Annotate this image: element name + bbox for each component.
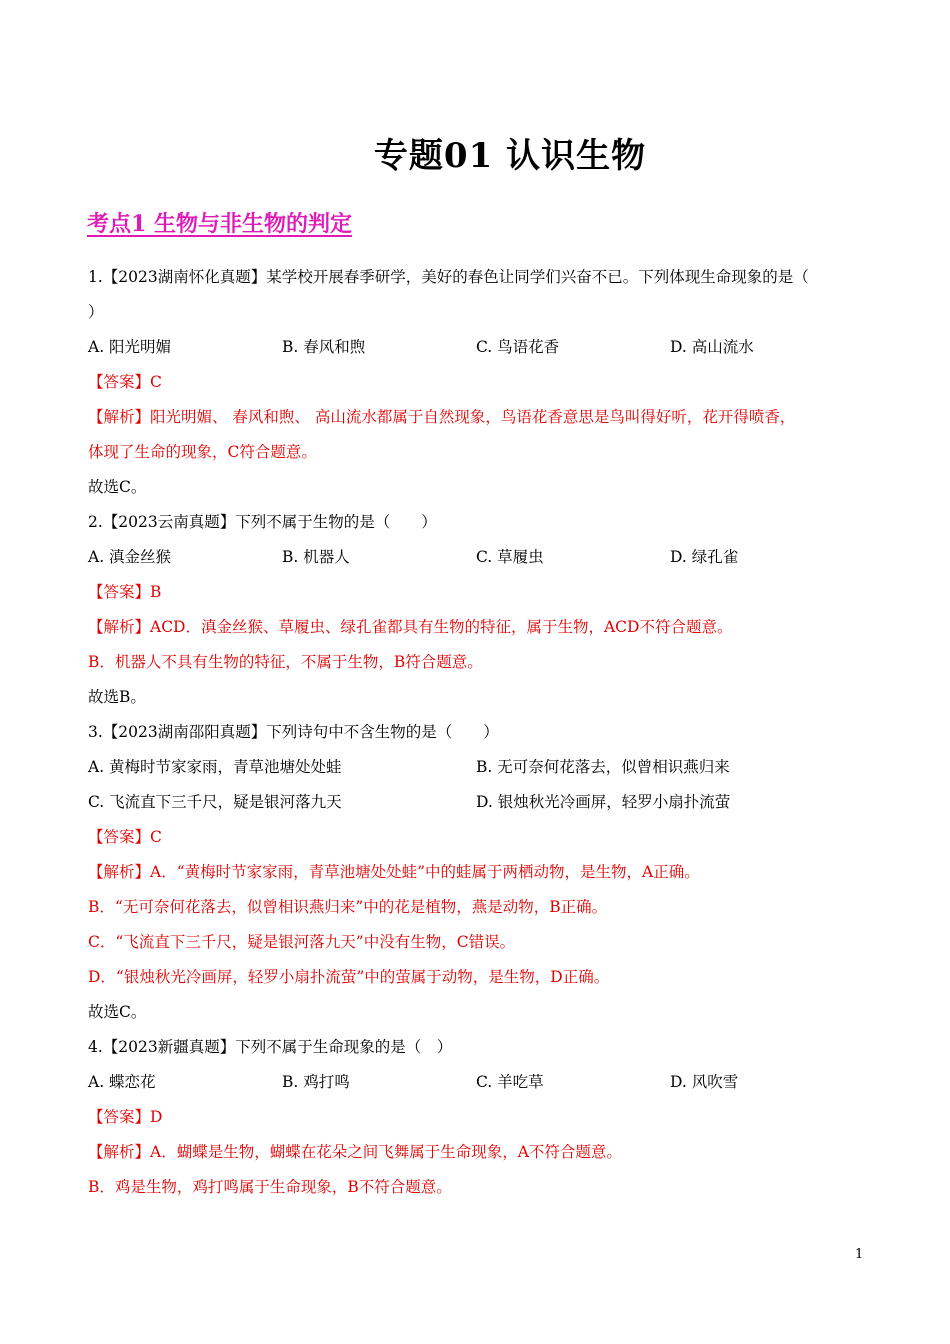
question-stem: 3.【2023湖南邵阳真题】下列诗句中不含生物的是（ ） [88, 723, 499, 741]
question-options [88, 785, 868, 820]
analysis-line: 【解析】阳光明媚、 春风和煦、 高山流水都属于自然现象，鸟语花香意思是鸟叫得好听，花开得喷香， [88, 408, 796, 426]
option-a: A. 阳光明媚 [88, 338, 172, 356]
page-number: 1 [855, 1247, 864, 1262]
analysis-line: 【解析】A．蝴蝶是生物，蝴蝶在花朵之间飞舞属于生命现象，A不符合题意。 [88, 1143, 622, 1161]
page-title: 专题01 认识生物 [373, 136, 647, 176]
question-options [88, 540, 868, 575]
option-c: C. 草履虫 [476, 548, 544, 566]
option-b: B. 无可奈何花落去，似曾相识燕归来 [476, 758, 730, 776]
answer: 【答案】C [88, 828, 162, 846]
option-d: D. 风吹雪 [670, 1073, 739, 1091]
conclusion: 故选C。 [88, 478, 147, 496]
option-d: D. 绿孔雀 [670, 548, 739, 566]
section-heading: 考点1 生物与非生物的判定 [87, 211, 352, 237]
option-b: B. 机器人 [282, 548, 350, 566]
option-c: C. 鸟语花香 [476, 338, 560, 356]
analysis-line: B．鸡是生物，鸡打鸣属于生命现象，B不符合题意。 [88, 1178, 452, 1196]
analysis-line: B．机器人不具有生物的特征，不属于生物，B符合题意。 [88, 653, 483, 671]
analysis-line: D．“银烛秋光冷画屏，轻罗小扇扑流萤”中的萤属于动物，是生物，D正确。 [88, 968, 610, 986]
question-stem: 2.【2023云南真题】下列不属于生物的是（ ） [88, 513, 437, 531]
answer: 【答案】B [88, 583, 162, 601]
conclusion: 故选C。 [88, 1003, 147, 1021]
option-d: D. 银烛秋光冷画屏，轻罗小扇扑流萤 [476, 793, 731, 811]
option-c: C. 羊吃草 [476, 1073, 544, 1091]
question-options [88, 330, 868, 365]
analysis-line: C．“飞流直下三千尺，疑是银河落九天”中没有生物，C错误。 [88, 933, 516, 951]
answer: 【答案】C [88, 373, 162, 391]
conclusion: 故选B。 [88, 688, 146, 706]
analysis-line: 【解析】A．“黄梅时节家家雨，青草池塘处处蛙”中的蛙属于两栖动物，是生物，A正确。 [88, 863, 700, 881]
analysis-line: B．“无可奈何花落去，似曾相识燕归来”中的花是植物，燕是动物，B正确。 [88, 898, 608, 916]
document-body [88, 260, 868, 1205]
question-options [88, 1065, 868, 1100]
question-stem-continued: ） [88, 303, 104, 321]
analysis-line: 体现了生命的现象，C符合题意。 [88, 443, 317, 461]
option-a: A. 蝶恋花 [88, 1073, 156, 1091]
option-d: D. 高山流水 [670, 338, 754, 356]
question-options [88, 750, 868, 785]
analysis-line: 【解析】ACD．滇金丝猴、草履虫、绿孔雀都具有生物的特征，属于生物，ACD不符合题意。 [88, 618, 733, 636]
question-stem: 4.【2023新疆真题】下列不属于生命现象的是（ ） [88, 1038, 453, 1056]
option-a: A. 滇金丝猴 [88, 548, 172, 566]
option-b: B. 鸡打鸣 [282, 1073, 350, 1091]
question-stem: 1.【2023湖南怀化真题】某学校开展春季研学，美好的春色让同学们兴奋不已。下列体现生命现象的是（ [88, 268, 809, 286]
option-b: B. 春风和煦 [282, 338, 366, 356]
option-a: A. 黄梅时节家家雨，青草池塘处处蛙 [88, 758, 342, 776]
option-c: C. 飞流直下三千尺，疑是银河落九天 [88, 793, 342, 811]
answer: 【答案】D [88, 1108, 163, 1126]
